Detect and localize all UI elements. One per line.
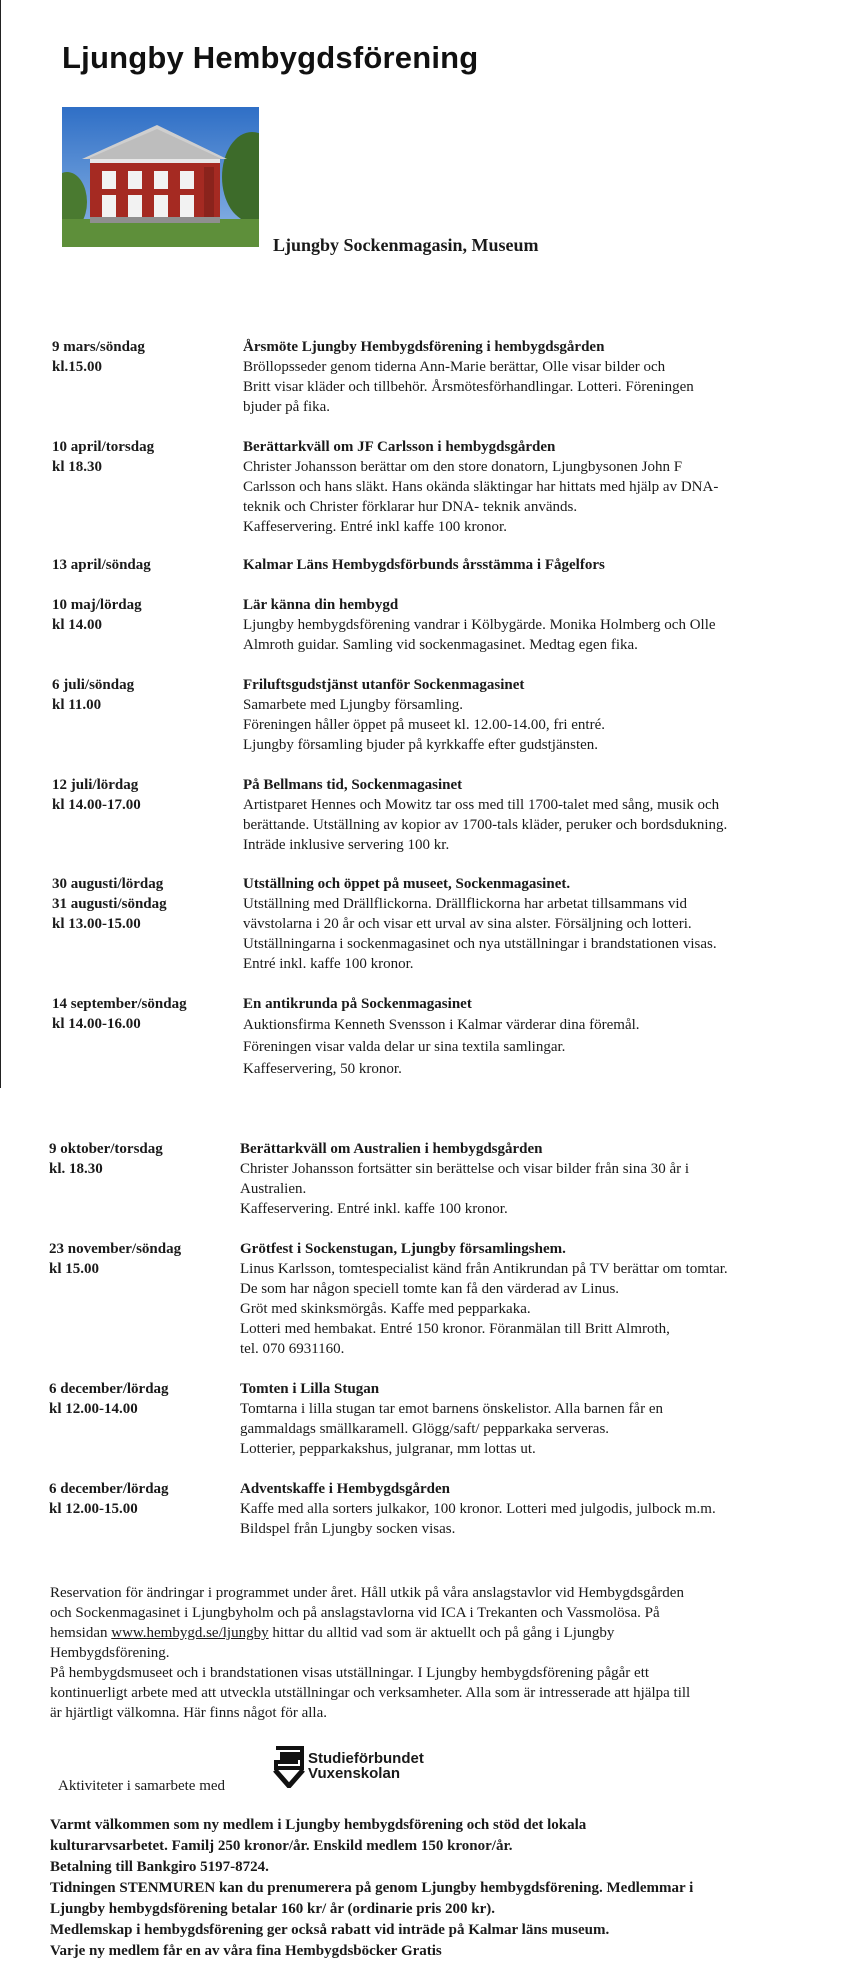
- page-border-line: [0, 0, 1, 1088]
- website-link[interactable]: www.hembygd.se/ljungby: [111, 1625, 269, 1641]
- event-date: 6 juli/söndag kl 11.00: [52, 677, 135, 713]
- membership-info: Varmt välkommen som ny medlem i Ljungby hembygdsförening och stöd det lokala kulturarvsarbetet. Familj 250 kronor/år. Enskild medlem 150 kronor/år. Betalning till Bankgiro 5197-8724. Tidningen STENMUREN kan du prenumerera på genom Ljungby hembygdsförening. Medlemmar i Ljungby hembygdsförening betalar 160 kr/ år (ordinarie pris 200 kr). Medlemskap i hembygdsförening ger också rabatt vid inträde på Kalmar läns museum. Varje ny medlem får en av våra fina Hembygdsböcker Gratis: [50, 1817, 694, 1959]
- event-date: 10 april/torsdag kl 18.30: [52, 439, 155, 475]
- event-body: Grötfest i Sockenstugan, Ljungby församlingshem. Linus Karlsson, tomtespecialist känd från Antikrundan på TV berättar om tomtar. De som har någon speciell tomte kan få den värderad av Linus. Gröt med skinksmörgås. Kaffe med pepparkaka. Lotteri med hembakat. Entré 150 kronor. Föranmälan till Britt Almroth, tel. 070 6931160.: [240, 1239, 830, 1359]
- event-title: Berättarkväll om Australien i hembygdsgården: [240, 1141, 543, 1157]
- event-date: 6 december/lördag kl 12.00-14.00: [49, 1381, 169, 1417]
- page-title: Ljungby Hembygdsförening: [62, 40, 479, 75]
- event-date: 30 augusti/lördag 31 augusti/söndag kl 13.00-15.00: [52, 876, 167, 932]
- cooperation-text: Aktiviteter i samarbete med: [58, 1778, 226, 1794]
- logo-line2: Vuxenskolan: [308, 1765, 400, 1782]
- event-date: 9 mars/söndag kl.15.00: [52, 339, 145, 375]
- logo-line1: Studieförbundet: [308, 1750, 424, 1767]
- event-body: En antikrunda på Sockenmagasinet Auktionsfirma Kenneth Svensson i Kalmar värderar dina föremål. Föreningen visar valda delar ur sina textila samlingar. Kaffeservering, 50 kronor.: [243, 994, 833, 1080]
- event-body: Friluftsgudstjänst utanför Sockenmagasinet Samarbete med Ljungby församling. Föreningen håller öppet på museet kl. 12.00-14.00, fri entré. Ljungby församling bjuder på kyrkkaffe efter gudstjänsten.: [243, 675, 833, 755]
- event-body: Utställning och öppet på museet, Sockenmagasinet. Utställning med Drällflickorna. Drällflickorna har arbetat tillsammans vid vävstolarna i 20 år och visar ett urval av sina alster. Försäljning och lotteri. Utställningarna i sockenmagasinet och nya utställningar i brandstationen visas. Entré inkl. kaffe 100 kronor.: [243, 874, 833, 974]
- event-date: 9 oktober/torsdag kl. 18.30: [49, 1141, 163, 1177]
- event-title: Årsmöte Ljungby Hembygdsförening i hembygdsgården: [243, 339, 605, 355]
- photo-caption: Ljungby Sockenmagasin, Museum: [273, 235, 539, 255]
- event-title: Utställning och öppet på museet, Sockenmagasinet.: [243, 876, 571, 892]
- event-body: Adventskaffe i Hembygdsgården Kaffe med alla sorters julkakor, 100 kronor. Lotteri med julgodis, julbock m.m. Bildspel från Ljungby socken visas.: [240, 1479, 830, 1539]
- event-date: 12 juli/lördag kl 14.00-17.00: [52, 777, 141, 813]
- event-title: På Bellmans tid, Sockenmagasinet: [243, 777, 463, 793]
- event-title: Tomten i Lilla Stugan: [240, 1381, 380, 1397]
- studieforbundet-logo: [272, 1744, 424, 1788]
- event-title: Adventskaffe i Hembygdsgården: [240, 1481, 451, 1497]
- event-title: Berättarkväll om JF Carlsson i hembygdsgården: [243, 439, 556, 455]
- event-date: 23 november/söndag kl 15.00: [49, 1241, 182, 1277]
- event-body: [243, 555, 833, 575]
- event-body: Berättarkväll om JF Carlsson i hembygdsgården Christer Johansson berättar om den store donatorn, Ljungbysonen John F Carlsson och hans släkt. Hans okända släktingar har hittats med hjälp av DNA- teknik och Christer förklarar hur DNA- teknik används. Kaffeservering. Entré inkl kaffe 100 kronor.: [243, 437, 833, 537]
- event-body: Lär känna din hembygd Ljungby hembygdsförening vandrar i Kölbygärde. Monika Holmberg och Olle Almroth guidar. Samling vid sockenmagasinet. Medtag egen fika.: [243, 595, 833, 655]
- event-title: Grötfest i Sockenstugan, Ljungby församlingshem.: [240, 1241, 566, 1257]
- event-body: Årsmöte Ljungby Hembygdsförening i hembygdsgården Bröllopsseder genom tiderna Ann-Marie berättar, Olle visar bilder och Britt visar kläder och tillbehör. Årsmötesförhandlingar. Lotteri. Föreningen bjuder på fika.: [243, 337, 833, 417]
- museum-photo: [62, 107, 259, 247]
- event-body: Tomten i Lilla Stugan Tomtarna i lilla stugan tar emot barnens önskelistor. Alla barnen får en gammaldags smällkaramell. Glögg/saft/ pepparkaka serveras. Lotterier, pepparkakshus, julgranar, mm lottas ut.: [240, 1379, 830, 1459]
- event-date: 10 maj/lördag kl 14.00: [52, 597, 142, 633]
- event-title: Friluftsgudstjänst utanför Sockenmagasinet: [243, 677, 525, 693]
- event-title: Kalmar Läns Hembygdsförbunds årsstämma i Fågelfors: [243, 557, 605, 573]
- event-date: 14 september/söndag kl 14.00-16.00: [52, 996, 187, 1032]
- event-title: En antikrunda på Sockenmagasinet: [243, 996, 472, 1012]
- event-date: 6 december/lördag kl 12.00-15.00: [49, 1481, 169, 1517]
- event-date: 13 april/söndag: [52, 557, 151, 573]
- event-title: Lär känna din hembygd: [243, 597, 399, 613]
- event-body: Berättarkväll om Australien i hembygdsgården Christer Johansson fortsätter sin berättelse och visar bilder från sina 30 år i Australien. Kaffeservering. Entré inkl. kaffe 100 kronor.: [240, 1139, 830, 1219]
- info-paragraph: Reservation för ändringar i programmet under året. Håll utkik på våra anslagstavlor vid Hembygdsgården och Sockenmagasinet i Ljungbyholm och på anslagstavlorna vid ICA i Trekanten och Vassmolösa. På hemsidan www.hembygd.se/ljungby hittar du alltid vad som är aktuellt och på gång i Ljungby Hembygdsförening. På hembygdsmuseet och i brandstationen visas utställningar. I Ljungby hembygdsförening pågår ett kontinuerligt arbete med att utveckla utställningar och verksamheter. Alla som är intresserade att hjälpa till är hjärtligt välkomna. Här finns något för alla.: [50, 1585, 691, 1721]
- event-body: På Bellmans tid, Sockenmagasinet Artistparet Hennes och Mowitz tar oss med till 1700-talet med sång, musik och berättande. Utställning av kopior av 1700-tals kläder, peruker och bordsdukning. Inträde inklusive servering 100 kr.: [243, 775, 833, 855]
- vuxenskolan-logo-icon: [272, 1744, 306, 1788]
